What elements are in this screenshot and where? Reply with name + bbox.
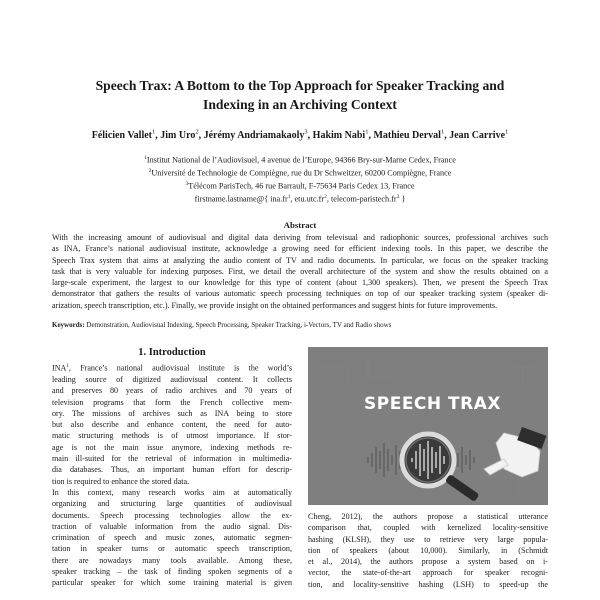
author-list	[20, 126, 580, 142]
body-line: age is not the main issue anymore, indexing methods re-	[52, 442, 292, 452]
body-line: tion is required to enhance the stored data.	[52, 476, 190, 486]
keywords-text: Demonstration, Audiovisual Indexing, Speech Processing, Speaker Tracking, i-Vectors, TV and Radio shows	[84, 321, 392, 329]
abstract-line: task that is very valuable for indexing purposes. First, we detail the overall architecture of the system and show the results obtained on a	[52, 266, 548, 276]
author: Jean Carrive$^1$	[449, 129, 509, 142]
author: Jérémy Andriamakaoly$^3$,	[203, 129, 313, 142]
affiliations	[40, 153, 560, 205]
speech-trax-illustration	[308, 347, 548, 505]
abstract-line: With the increasing amount of audiovisual and digital data deriving from televisual and radiophonic sources, professional archives such	[52, 233, 548, 242]
body-line: vector, the state-of-the-art approach for speaker recogni-	[308, 568, 548, 578]
section-heading: 1. Introduction	[138, 347, 206, 358]
author: Hakim Nabi$^1$,	[312, 129, 374, 142]
body-line: et al., 2014), the authors propose a system based on i-	[308, 557, 548, 567]
body-line: tation in speaker turns or automatic speech transcription,	[52, 544, 292, 554]
banner-text: SPEECH TRAX	[364, 394, 502, 414]
speech-trax-figure	[308, 347, 548, 505]
body-line: traction of valuable information from the audio signal. Dis-	[52, 521, 292, 531]
body-line: comparison that, coupled with kernelized locality-sensitive	[308, 523, 548, 533]
body-line: Cheng, 2012), the authors propose a statistical utterance	[308, 512, 548, 521]
keywords	[52, 320, 548, 330]
body-line: tion, and locality-sensitive hashing (LSH) to speed-up the	[308, 579, 548, 589]
keywords-label: Keywords:	[52, 321, 85, 329]
affiliation: $^3$Télécom ParisTech, 46 rue Barrault, F-75634 Paris Cedex 13, France	[185, 180, 415, 191]
intro-right-column	[308, 511, 548, 590]
body-line: television programs that form the French collective mem-	[52, 397, 292, 407]
intro-left-column	[52, 361, 292, 589]
body-line: tion of speakers (about 10,000). Similarly, in (Schmidt	[308, 545, 548, 555]
body-line: documents. Speech processing technologies allow the ex-	[52, 510, 292, 520]
body-line: and preserves 80 years of radio archives and 70 years of	[52, 386, 292, 396]
body-line: organizing and structuring large quantities of audiovisual	[52, 499, 292, 509]
abstract-heading: Abstract	[283, 220, 317, 230]
body-line: but also describe and enhance content, the need for auto-	[52, 420, 292, 430]
body-line: In this context, many research works aim at automatically	[52, 487, 292, 497]
body-line: dia databases. Thus, an important human effort for descrip-	[52, 465, 292, 475]
body-line: ory. The missions of archives such as INA being to store	[52, 408, 292, 418]
body-line: there are nowadays many tools available. Among these,	[52, 555, 292, 565]
body-line: speaker tracking – the task of finding spoken segments of a	[52, 567, 292, 577]
body-line: hashing (KLSH), they use to retrieve very large popula-	[308, 534, 548, 544]
email-line: firstname.lastname@{ $ina.fr^1$, $etu.utc.fr^2$, telecom-$paristech.fr^3$ }	[194, 193, 406, 204]
body-line: crimination of speech and music zones, automatic segmen-	[52, 533, 292, 543]
abstract-line: demonstrator that gathers the results of various automatic speech processing techniques on top of our speaker tracking system (speaker di-	[52, 289, 548, 299]
author: Jim Uro$^2$,	[160, 129, 204, 142]
author: Mathieu Derval$^1$,	[373, 129, 450, 142]
paper-title	[40, 76, 560, 114]
paper-title-line-2: Indexing in an Archiving Context	[203, 97, 397, 112]
affiliation: $^2$Université de Technologie de Compiègne, rue du Dr Schweitzer, 60200 Compiègne, France	[148, 167, 452, 178]
body-line: INA$^1$, France’s national audiovisual institute is the world’s	[52, 363, 292, 373]
body-line: particular speaker for which some training material is given	[52, 578, 292, 588]
body-line: main ill-suited for the retrieval of information in multimedia-	[52, 454, 292, 464]
affiliation: $^1$Institut National de l’Audiovisuel, 4 avenue de l’Europe, 94366 Bry-sur-Marne Cedex, France	[144, 155, 456, 165]
body-line: leading source of digitized audiovisual content. It collects	[52, 374, 292, 384]
abstract-body	[52, 232, 548, 311]
abstract-line: arization, speech transcription, etc.). Finally, we provide insight on the obtained performances and suggest hints for future improvements.	[52, 300, 498, 310]
paper-title-line-1: Speech Trax: A Bottom to the Top Approach for Speaker Tracking and	[95, 78, 505, 93]
body-line: matic structuring methods is of utmost importance. If stor-	[52, 431, 292, 441]
author: Félicien Vallet$^1$,	[91, 129, 161, 142]
abstract-line: Speech Trax system that aims at analyzing the audio content of TV and radio documents. In particular, we focus on the speaker tracking	[52, 255, 548, 265]
abstract-line: as INA, France’s national audiovisual institute, acknowledge a growing need for efficient indexing tools. In this paper, we describe the	[52, 244, 548, 254]
abstract-line: large-scale experiment, the largest to our knowledge for this type of content (about 1,300 speakers). Then, we present the Speech Trax	[52, 278, 548, 288]
